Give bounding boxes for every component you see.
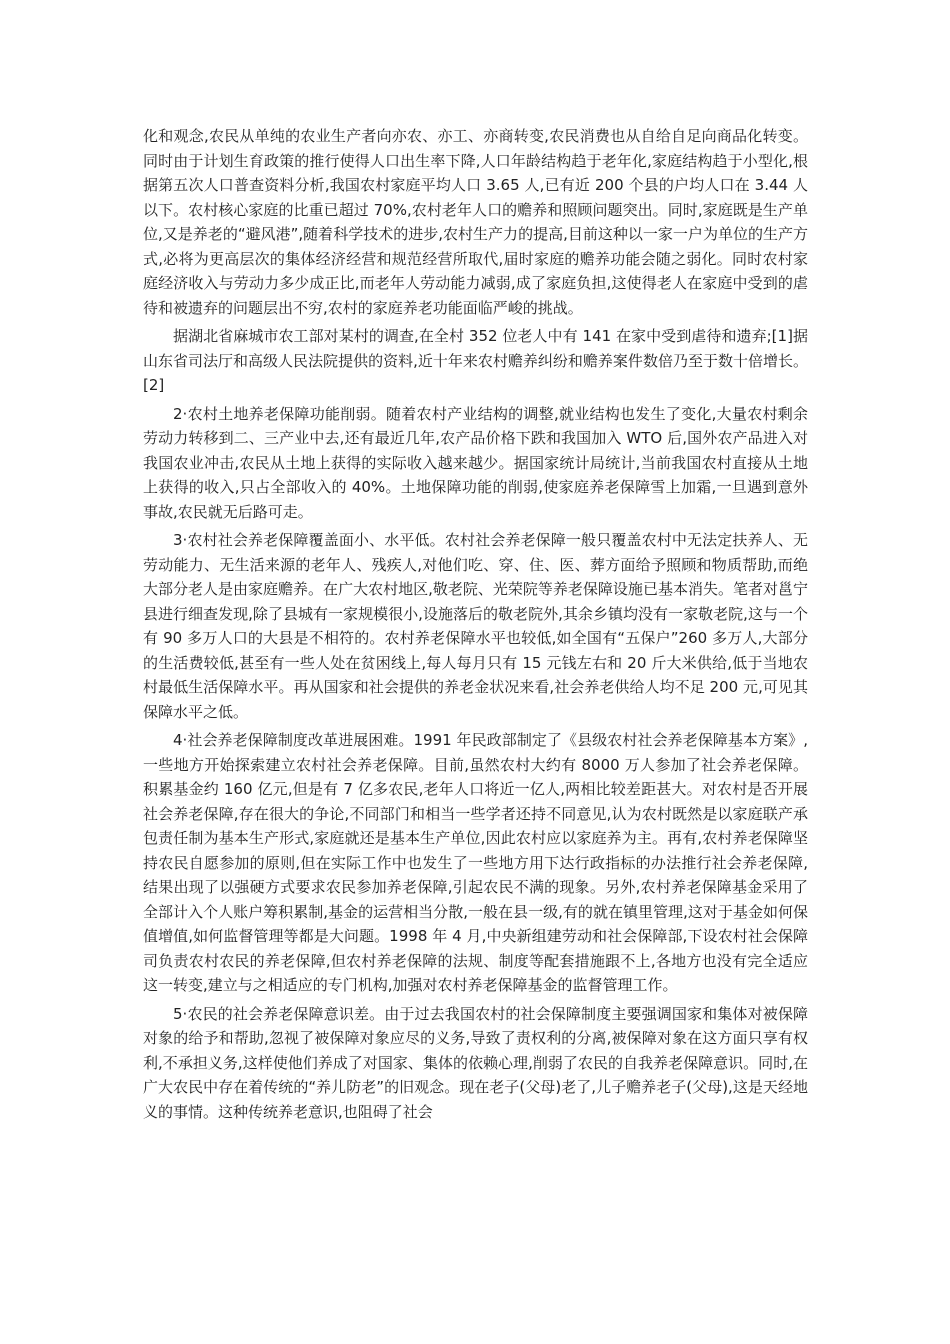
paragraph-family-function: 化和观念,农民从单纯的农业生产者向亦农、亦工、亦商转变,农民消费也从自给自足向商品化转变。同时由于计划生育政策的推行使得人口出生率下降,人口年龄结构趋于老年化,家庭结构趋于小型化,根据第五次人口普查资料分析,我国农村家庭平均人口 3.65 人,已有近 200 个县的户均人口在 3.44 人以下。农村核心家庭的比重已超过 70%,农村老年人口的赡养和照顾问题突出。同时,家庭既是生产单位,又是养老的“避风港”,随着科学技术的进步,农村生产力的提高,目前这种以一家一户为单位的生产方式,必将为更高层次的集体经济经营和规范经营所取代,届时家庭的赡养功能会随之弱化。同时农村家庭经济收入与劳动力多少成正比,而老年人劳动能力减弱,成了家庭负担,这使得老人在家庭中受到的虐待和被遗弃的问题层出不穷,农村的家庭养老功能面临严峻的挑战。 bbox=[143, 127, 808, 317]
paragraph-awareness: 5·农民的社会养老保障意识差。由于过去我国农村的社会保障制度主要强调国家和集体对被保障对象的给予和帮助,忽视了被保障对象应尽的义务,导致了责权利的分离,被保障对象在这方面只享有权利,不承担义务,这样使他们养成了对国家、集体的依赖心理,削弱了农民的自我养老保障意识。同时,在广大农民中存在着传统的“养儿防老”的旧观念。现在老子(父母)老了,儿子赡养老子(父母),这是天经地义的事情。这种传统养老意识,也阻碍了社会 bbox=[143, 1004, 808, 1121]
paragraph-survey-data: 据湖北省麻城市农工部对某村的调查,在全村 352 位老人中有 141 在家中受到虐待和遗弃;[1]据山东省司法厅和高级人民法院提供的资料,近十年来农村赡养纠纷和赡养案件数倍乃至于数十倍增长。[2] bbox=[143, 327, 808, 394]
paragraph-coverage-level: 3·农村社会养老保障覆盖面小、水平低。农村社会养老保障一般只覆盖农村中无法定扶养人、无劳动能力、无生活来源的老年人、残疾人,对他们吃、穿、住、医、葬方面给予照顾和物质帮助,而绝大部分老人是由家庭赡养。在广大农村地区,敬老院、光荣院等养老保障设施已基本消失。笔者对邕宁县进行细查发现,除了县城有一家规模很小,设施落后的敬老院外,其余乡镇均没有一家敬老院,这与一个有 90 多万人口的大县是不相符的。农村养老保障水平也较低,如全国有“五保户”260 多万人,大部分的生活费较低,甚至有一些人处在贫困线上,每人每月只有 15 元钱左右和 20 斤大米供给,低于当地农村最低生活保障水平。再从国家和社会提供的养老金状况来看,社会养老供给人均不足 200 元,可见其保障水平之低。 bbox=[143, 531, 808, 721]
document-page bbox=[143, 124, 808, 1128]
paragraph-land-security: 2·农村土地养老保障功能削弱。随着农村产业结构的调整,就业结构也发生了变化,大量农村剩余劳动力转移到二、三产业中去,还有最近几年,农产品价格下跌和我国加入 WTO 后,国外农产品进入对我国农业冲击,农民从土地上获得的实际收入越来越少。据国家统计局统计,当前我国农村直接从土地上获得的收入,只占全部收入的 40%。土地保障功能的削弱,使家庭养老保障雪上加霜,一旦遇到意外事故,农民就无后路可走。 bbox=[143, 404, 808, 521]
paragraph-reform-difficulty: 4·社会养老保障制度改革进展困难。1991 年民政部制定了《县级农村社会养老保障基本方案》,一些地方开始探索建立农村社会养老保障。目前,虽然农村大约有 8000 万人参加了社会养老保障。积累基金约 160 亿元,但是有 7 亿多农民,老年人口将近一亿人,两相比较差距甚大。对农村是否开展社会养老保障,存在很大的争论,不同部门和相当一些学者还持不同意见,认为农村既然是以家庭联产承包责任制为基本生产形式,家庭就还是基本生产单位,因此农村应以家庭养为主。再有,农村养老保障坚持农民自愿参加的原则,但在实际工作中也发生了一些地方用下达行政指标的办法推行社会养老保障,结果出现了以强硬方式要求农民参加养老保障,引起农民不满的现象。另外,农村养老保障基金采用了全部计入个人账户筹积累制,基金的运营相当分散,一般在县一级,有的就在镇里管理,这对于基金如何保值增值,如何监督管理等都是大问题。1998 年 4 月,中央新组建劳动和社会保障部,下设农村社会保障司负责农村农民的养老保障,但农村养老保障的法规、制度等配套措施跟不上,各地方也没有完全适应这一转变,建立与之相适应的专门机构,加强对农村养老保障基金的监督管理工作。 bbox=[143, 731, 808, 994]
